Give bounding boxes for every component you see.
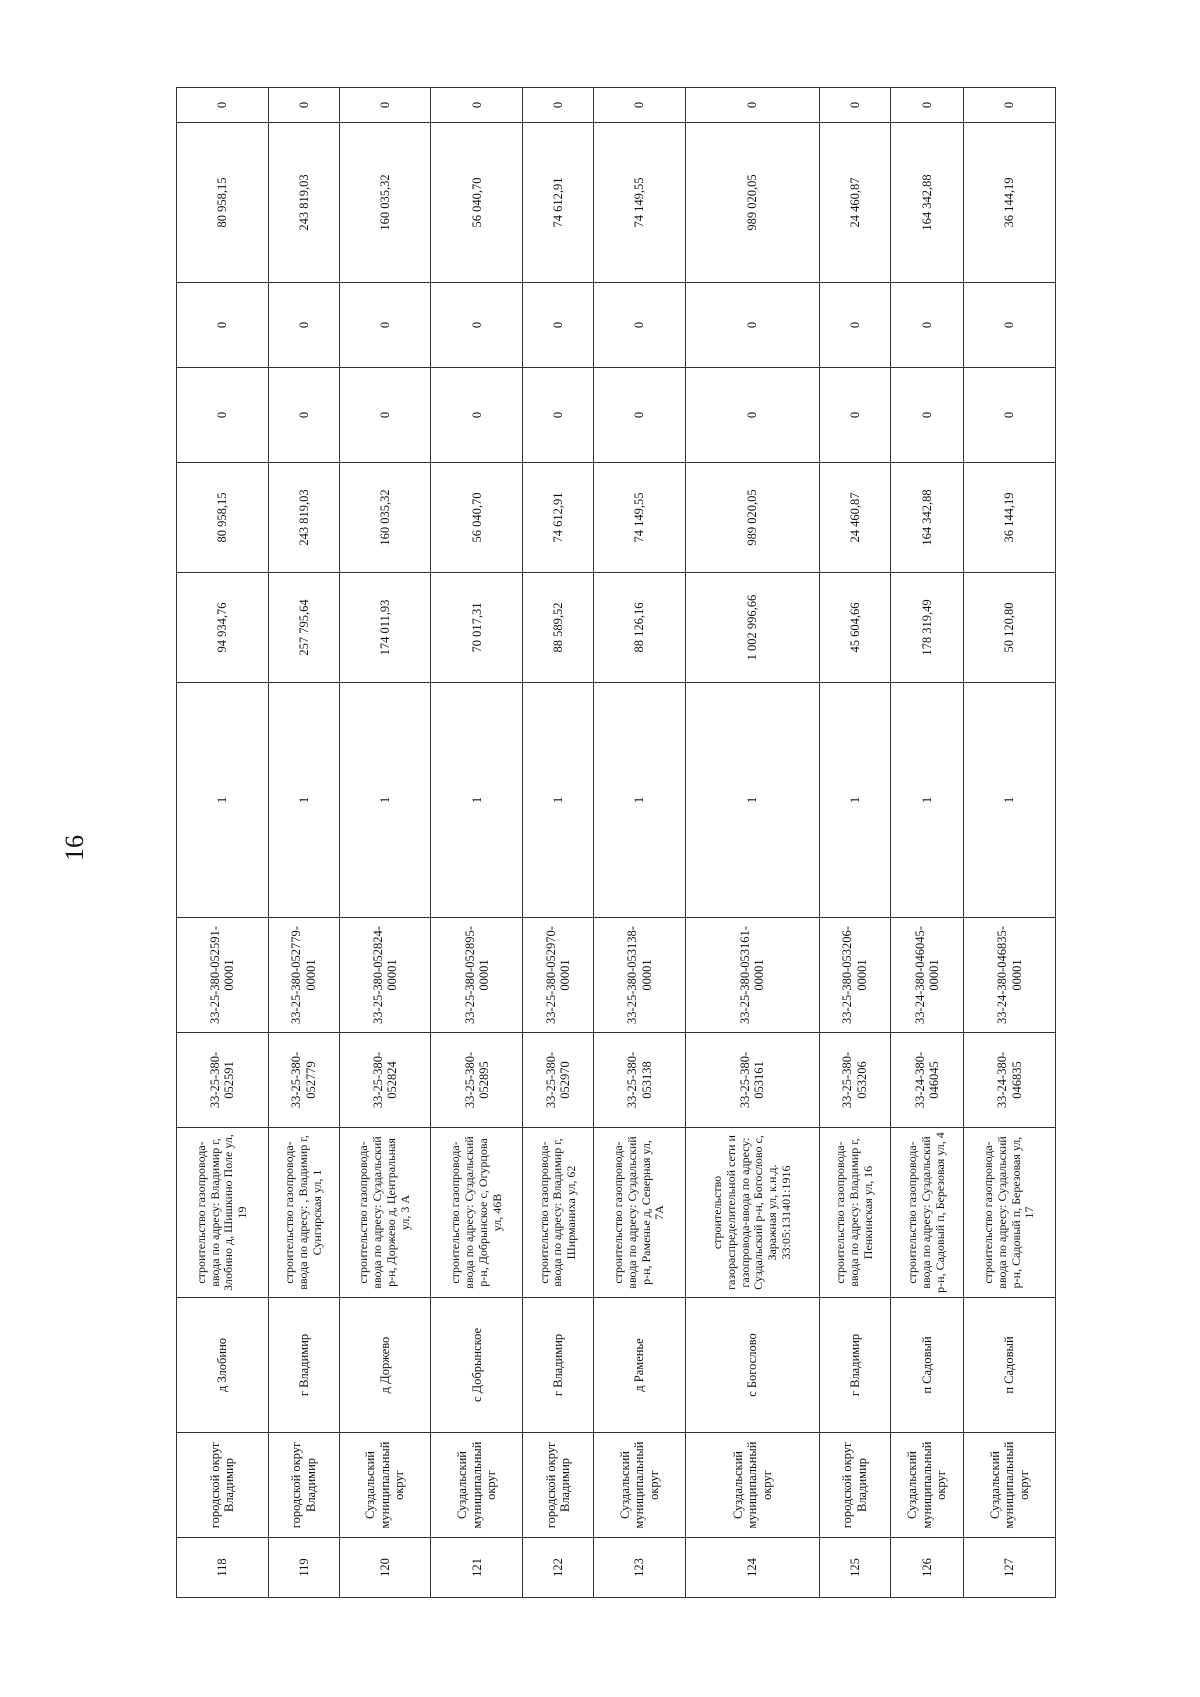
zero-value-cell: 0 xyxy=(964,368,1056,463)
zero-value-cell: 0 xyxy=(964,283,1056,368)
locality-cell: с Добрынское xyxy=(431,1298,523,1433)
amount-repeat-cell: 160 035,32 xyxy=(339,123,431,283)
object-code-full-cell: 33-25-380-052779-00001 xyxy=(268,918,339,1033)
total-cost-cell: 174 011,93 xyxy=(339,573,431,683)
table-row xyxy=(964,88,1056,1598)
zero-value-cell: 0 xyxy=(431,88,523,123)
table-row xyxy=(523,88,594,1598)
description-cell: строительство газопровода-ввода по адресу: Суздальский р-н, Садовый п, Березовая ул, 4 xyxy=(890,1128,963,1298)
object-code-full-cell: 33-25-380-053161-00001 xyxy=(685,918,819,1033)
zero-value-cell: 0 xyxy=(523,88,594,123)
zero-value-cell: 0 xyxy=(431,283,523,368)
row-number-cell: 124 xyxy=(685,1538,819,1598)
amount-cell: 80 958,15 xyxy=(177,463,269,573)
quantity-cell: 1 xyxy=(431,683,523,918)
object-code-full-cell: 33-25-380-052970-00001 xyxy=(523,918,594,1033)
zero-value-cell: 0 xyxy=(339,283,431,368)
zero-value-cell: 0 xyxy=(594,283,686,368)
description-cell: строительство газопровода-ввода по адресу: Владимир г, Ширманиха ул, 62 xyxy=(523,1128,594,1298)
object-code-cell: 33-25-380-052970 xyxy=(523,1033,594,1128)
zero-value-cell: 0 xyxy=(268,368,339,463)
district-cell: Суздальский муниципальный округ xyxy=(964,1433,1056,1538)
amount-repeat-cell: 74 612,91 xyxy=(523,123,594,283)
amount-repeat-cell: 989 020,05 xyxy=(685,123,819,283)
row-number-cell: 127 xyxy=(964,1538,1056,1598)
description-cell: строительство газопровода-ввода по адресу: Суздальский р-н, Доржево д, Центральная ул, 3 А xyxy=(339,1128,431,1298)
rotated-table-container xyxy=(176,88,1056,1598)
amount-repeat-cell: 56 040,70 xyxy=(431,123,523,283)
district-cell: Суздальский муниципальный округ xyxy=(431,1433,523,1538)
district-cell: Суздальский муниципальный округ xyxy=(339,1433,431,1538)
amount-repeat-cell: 243 819,03 xyxy=(268,123,339,283)
zero-value-cell: 0 xyxy=(523,283,594,368)
amount-cell: 56 040,70 xyxy=(431,463,523,573)
quantity-cell: 1 xyxy=(685,683,819,918)
description-cell: строительство газопровода-ввода по адресу: , Владимир г, Сунгирская ул, 1 xyxy=(268,1128,339,1298)
data-table xyxy=(176,87,1056,1598)
total-cost-cell: 70 017,31 xyxy=(431,573,523,683)
total-cost-cell: 178 319,49 xyxy=(890,573,963,683)
district-cell: городской округ Владимир xyxy=(177,1433,269,1538)
zero-value-cell: 0 xyxy=(339,368,431,463)
table-row xyxy=(177,88,269,1598)
zero-value-cell: 0 xyxy=(268,88,339,123)
district-cell: городской округ Владимир xyxy=(268,1433,339,1538)
amount-repeat-cell: 24 460,87 xyxy=(819,123,890,283)
locality-cell: г Владимир xyxy=(268,1298,339,1433)
zero-value-cell: 0 xyxy=(431,368,523,463)
zero-value-cell: 0 xyxy=(177,88,269,123)
locality-cell: д Доржево xyxy=(339,1298,431,1433)
object-code-cell: 33-25-380-053206 xyxy=(819,1033,890,1128)
quantity-cell: 1 xyxy=(594,683,686,918)
amount-cell: 74 612,91 xyxy=(523,463,594,573)
amount-cell: 989 020,05 xyxy=(685,463,819,573)
description-cell: строительство газопровода-ввода по адресу: Владимир г, Пенкинская ул, 16 xyxy=(819,1128,890,1298)
amount-cell: 160 035,32 xyxy=(339,463,431,573)
object-code-full-cell: 33-25-380-052824-00001 xyxy=(339,918,431,1033)
zero-value-cell: 0 xyxy=(685,368,819,463)
row-number-cell: 125 xyxy=(819,1538,890,1598)
table-body xyxy=(177,88,1056,1598)
zero-value-cell: 0 xyxy=(890,283,963,368)
object-code-full-cell: 33-24-380-046045-00001 xyxy=(890,918,963,1033)
row-number-cell: 122 xyxy=(523,1538,594,1598)
zero-value-cell: 0 xyxy=(339,88,431,123)
object-code-cell: 33-24-380-046045 xyxy=(890,1033,963,1128)
zero-value-cell: 0 xyxy=(268,283,339,368)
table-row xyxy=(685,88,819,1598)
district-cell: городской округ Владимир xyxy=(523,1433,594,1538)
table-row xyxy=(339,88,431,1598)
amount-cell: 164 342,88 xyxy=(890,463,963,573)
object-code-full-cell: 33-25-380-052591-00001 xyxy=(177,918,269,1033)
total-cost-cell: 50 120,80 xyxy=(964,573,1056,683)
zero-value-cell: 0 xyxy=(964,88,1056,123)
row-number-cell: 123 xyxy=(594,1538,686,1598)
locality-cell: д Раменье xyxy=(594,1298,686,1433)
description-cell: строительство газопровода-ввода по адресу: Суздальский р-н, Добрынское с, Огурцова ул, 46В xyxy=(431,1128,523,1298)
quantity-cell: 1 xyxy=(177,683,269,918)
object-code-cell: 33-25-380-052779 xyxy=(268,1033,339,1128)
amount-repeat-cell: 36 144,19 xyxy=(964,123,1056,283)
locality-cell: д Злобино xyxy=(177,1298,269,1433)
object-code-full-cell: 33-24-380-046835-00001 xyxy=(964,918,1056,1033)
quantity-cell: 1 xyxy=(339,683,431,918)
zero-value-cell: 0 xyxy=(594,88,686,123)
zero-value-cell: 0 xyxy=(685,283,819,368)
row-number-cell: 126 xyxy=(890,1538,963,1598)
row-number-cell: 120 xyxy=(339,1538,431,1598)
description-cell: строительство газопровода-ввода по адресу: Суздальский р-н, Раменье д, Северная ул, 7А xyxy=(594,1128,686,1298)
total-cost-cell: 94 934,76 xyxy=(177,573,269,683)
object-code-full-cell: 33-25-380-053206-00001 xyxy=(819,918,890,1033)
quantity-cell: 1 xyxy=(890,683,963,918)
amount-repeat-cell: 74 149,55 xyxy=(594,123,686,283)
zero-value-cell: 0 xyxy=(177,283,269,368)
table-row xyxy=(594,88,686,1598)
zero-value-cell: 0 xyxy=(685,88,819,123)
quantity-cell: 1 xyxy=(268,683,339,918)
locality-cell: г Владимир xyxy=(523,1298,594,1433)
quantity-cell: 1 xyxy=(819,683,890,918)
total-cost-cell: 88 126,16 xyxy=(594,573,686,683)
object-code-cell: 33-25-380-052591 xyxy=(177,1033,269,1128)
description-cell: строительство газораспределительной сети и газопровода-ввода по адресу: Суздальский р-н, Богослово с, Заражная ул, к.н.д. 33:05:131401:1916 xyxy=(685,1128,819,1298)
zero-value-cell: 0 xyxy=(819,88,890,123)
zero-value-cell: 0 xyxy=(890,368,963,463)
description-cell: строительство газопровода-ввода по адресу: Владимир г, Злобино д, Шишкино Поле ул, 19 xyxy=(177,1128,269,1298)
table-row xyxy=(431,88,523,1598)
amount-repeat-cell: 80 958,15 xyxy=(177,123,269,283)
total-cost-cell: 257 795,64 xyxy=(268,573,339,683)
object-code-cell: 33-25-380-053138 xyxy=(594,1033,686,1128)
total-cost-cell: 1 002 996,66 xyxy=(685,573,819,683)
locality-cell: г Владимир xyxy=(819,1298,890,1433)
quantity-cell: 1 xyxy=(523,683,594,918)
row-number-cell: 118 xyxy=(177,1538,269,1598)
table-wrapper xyxy=(176,88,1056,1598)
district-cell: Суздальский муниципальный округ xyxy=(594,1433,686,1538)
quantity-cell: 1 xyxy=(964,683,1056,918)
zero-value-cell: 0 xyxy=(819,283,890,368)
table-row xyxy=(890,88,963,1598)
table-row xyxy=(819,88,890,1598)
amount-cell: 24 460,87 xyxy=(819,463,890,573)
object-code-cell: 33-25-380-052824 xyxy=(339,1033,431,1128)
amount-cell: 243 819,03 xyxy=(268,463,339,573)
locality-cell: п Садовый xyxy=(964,1298,1056,1433)
locality-cell: с Богослово xyxy=(685,1298,819,1433)
district-cell: Суздальский муниципальный округ xyxy=(685,1433,819,1538)
object-code-full-cell: 33-25-380-053138-00001 xyxy=(594,918,686,1033)
description-cell: строительство газопровода-ввода по адресу: Суздальский р-н, Садовый п, Березовая ул, 17 xyxy=(964,1128,1056,1298)
amount-cell: 36 144,19 xyxy=(964,463,1056,573)
row-number-cell: 119 xyxy=(268,1538,339,1598)
total-cost-cell: 88 589,52 xyxy=(523,573,594,683)
locality-cell: п Садовый xyxy=(890,1298,963,1433)
total-cost-cell: 45 604,66 xyxy=(819,573,890,683)
zero-value-cell: 0 xyxy=(594,368,686,463)
zero-value-cell: 0 xyxy=(177,368,269,463)
row-number-cell: 121 xyxy=(431,1538,523,1598)
zero-value-cell: 0 xyxy=(523,368,594,463)
object-code-cell: 33-25-380-052895 xyxy=(431,1033,523,1128)
object-code-cell: 33-24-380-046835 xyxy=(964,1033,1056,1128)
district-cell: Суздальский муниципальный округ xyxy=(890,1433,963,1538)
object-code-cell: 33-25-380-053161 xyxy=(685,1033,819,1128)
table-row xyxy=(268,88,339,1598)
zero-value-cell: 0 xyxy=(819,368,890,463)
amount-repeat-cell: 164 342,88 xyxy=(890,123,963,283)
object-code-full-cell: 33-25-380-052895-00001 xyxy=(431,918,523,1033)
page-number: 16 xyxy=(60,835,89,861)
amount-cell: 74 149,55 xyxy=(594,463,686,573)
district-cell: городской округ Владимир xyxy=(819,1433,890,1538)
zero-value-cell: 0 xyxy=(890,88,963,123)
